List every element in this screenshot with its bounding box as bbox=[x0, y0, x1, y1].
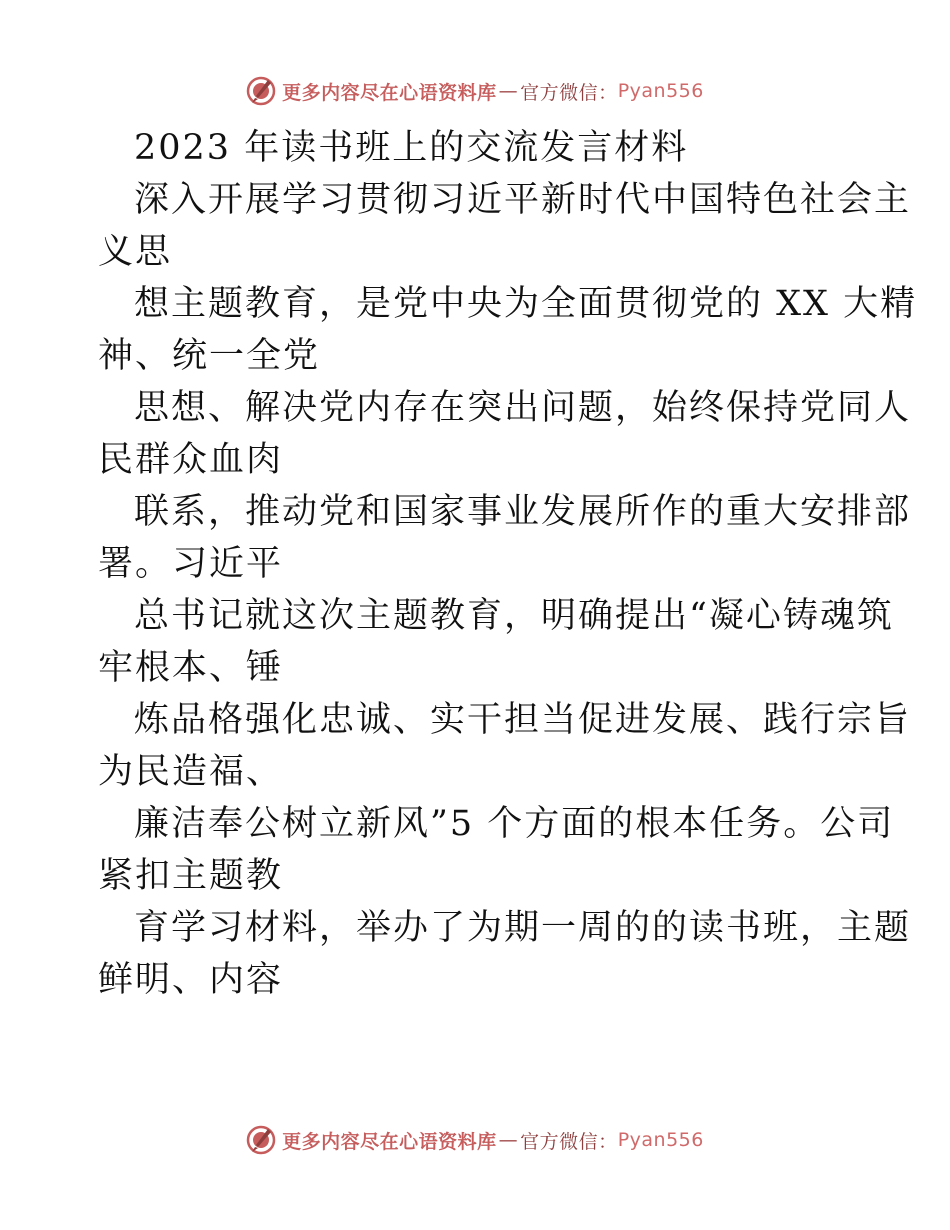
paragraph-line: 神、统一全党 bbox=[98, 336, 321, 376]
paragraph-line: 总书记就这次主题教育，明确提出“凝心铸魂筑 bbox=[134, 596, 894, 636]
paragraph-line: 想主题教育，是党中央为全面贯彻党的 XX 大精 bbox=[134, 284, 918, 324]
paragraph-line: 炼品格强化忠诚、实干担当促进发展、践行宗旨 bbox=[134, 700, 912, 740]
watermark-brand: 更多内容尽在心语资料库 bbox=[282, 81, 497, 104]
paragraph-line: 深入开展学习贯彻习近平新时代中国特色社会主 bbox=[134, 180, 912, 220]
footer-watermark bbox=[0, 1120, 950, 1160]
paragraph-line: 为民造福、 bbox=[98, 752, 284, 792]
quill-pen-logo-icon bbox=[246, 76, 276, 106]
watermark-handle: Pyan556 bbox=[617, 80, 704, 102]
document-title: 2023 年读书班上的交流发言材料 bbox=[134, 128, 689, 168]
watermark-brand: 更多内容尽在心语资料库 bbox=[282, 1130, 497, 1153]
watermark-separator: — bbox=[498, 1129, 519, 1151]
paragraph-line: 鲜明、内容 bbox=[98, 960, 284, 1000]
paragraph-line: 署。习近平 bbox=[98, 544, 284, 584]
paragraph-line: 牢根本、锤 bbox=[98, 648, 284, 688]
watermark-wechat-label: 官方微信： bbox=[520, 81, 618, 104]
watermark-wechat-label: 官方微信： bbox=[520, 1130, 618, 1153]
watermark-handle: Pyan556 bbox=[617, 1129, 704, 1151]
quill-pen-logo-icon bbox=[246, 1125, 276, 1155]
paragraph-line: 育学习材料，举办了为期一周的的读书班，主题 bbox=[134, 908, 912, 948]
paragraph-line: 廉洁奉公树立新风”5 个方面的根本任务。公司 bbox=[134, 804, 895, 844]
paragraph-line: 义思 bbox=[98, 232, 173, 272]
paragraph-line: 联系，推动党和国家事业发展所作的重大安排部 bbox=[134, 492, 912, 532]
paragraph-line: 思想、解决党内存在突出问题，始终保持党同人 bbox=[134, 388, 912, 428]
watermark-separator: — bbox=[498, 80, 519, 102]
header-watermark bbox=[0, 71, 950, 111]
paragraph-line: 紧扣主题教 bbox=[98, 856, 284, 896]
document-body bbox=[98, 122, 918, 1006]
paragraph-line: 民群众血肉 bbox=[98, 440, 284, 480]
